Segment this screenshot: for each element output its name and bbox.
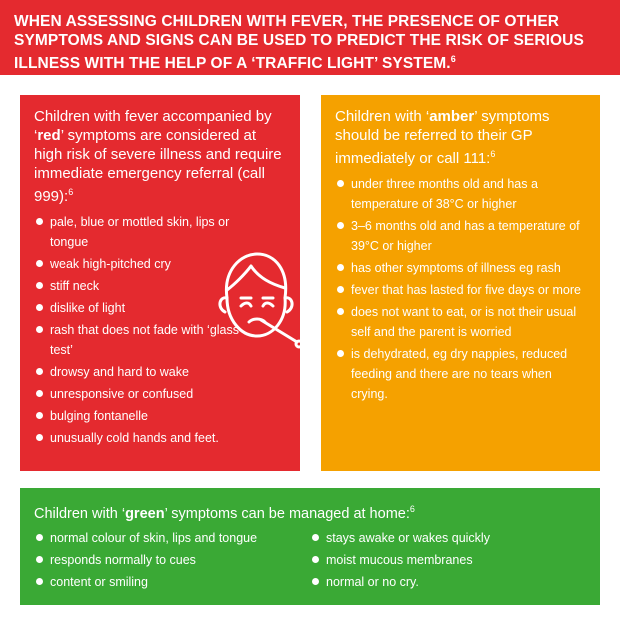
list-item: unresponsive or confused [34,384,300,404]
list-item: rash that does not fade with ‘glass test’ [34,320,265,360]
list-item: fever that has lasted for five days or more [335,280,591,300]
list-item: under three months old and has a temperature of 38°C or higher [335,174,591,214]
list-item: does not want to eat, or is not their usual self and the parent is worried [335,302,591,342]
sick-child-thermometer-icon [205,240,305,350]
list-item: is dehydrated, eg dry nappies, reduced feeding and there are no tears when crying. [335,344,591,404]
list-item: moist mucous membranes [310,550,586,570]
list-item: content or smiling [34,572,310,592]
list-item: has other symptoms of illness eg rash [335,258,591,278]
list-item: normal or no cry. [310,572,586,592]
header-ref: 6 [450,54,456,64]
header-banner [0,0,620,75]
red-keyword: red [37,127,61,144]
list-item: bulging fontanelle [34,406,300,426]
green-columns [34,528,586,594]
list-item: stays awake or wakes quickly [310,528,586,548]
red-panel [20,95,300,471]
list-item: unusually cold hands and feet. [34,428,300,448]
list-item: drowsy and hard to wake [34,362,300,382]
list-item: stiff neck [34,276,265,296]
list-item: pale, blue or mottled skin, lips or tongue [34,212,265,252]
amber-keyword: amber [429,108,475,125]
list-item: 3–6 months old and has a temperature of 39°C or higher [335,216,591,256]
list-item: dislike of light [34,298,265,318]
header-text: WHEN ASSESSING CHILDREN WITH FEVER, THE PRESENCE OF OTHER SYMPTOMS AND SIGNS CAN BE USED TO PREDICT THE RISK OF SERIOUS ILLNESS WITH THE HELP OF A ‘TRAFFIC LIGHT’ SYSTEM. [14,13,584,73]
list-item: weak high-pitched cry [34,254,265,274]
list-item: normal colour of skin, lips and tongue [34,528,310,548]
green-list-left [34,528,310,594]
green-panel [20,488,600,605]
amber-panel [321,95,600,471]
amber-list [335,174,586,404]
amber-heading: Children with ‘amber’ symptoms should be referred to their GP immediately or call 111:$^6$ [335,108,550,167]
green-heading: Children with ‘green’ symptoms can be managed at home:$^6$ [34,504,415,522]
green-keyword: green [125,505,165,522]
red-heading: Children with fever accompanied by ‘red’ symptoms are considered at high risk of severe illness and require immediate emergency referral (call 999):$^6$ [34,108,282,205]
green-list-right [310,528,586,594]
list-item: responds normally to cues [34,550,310,570]
